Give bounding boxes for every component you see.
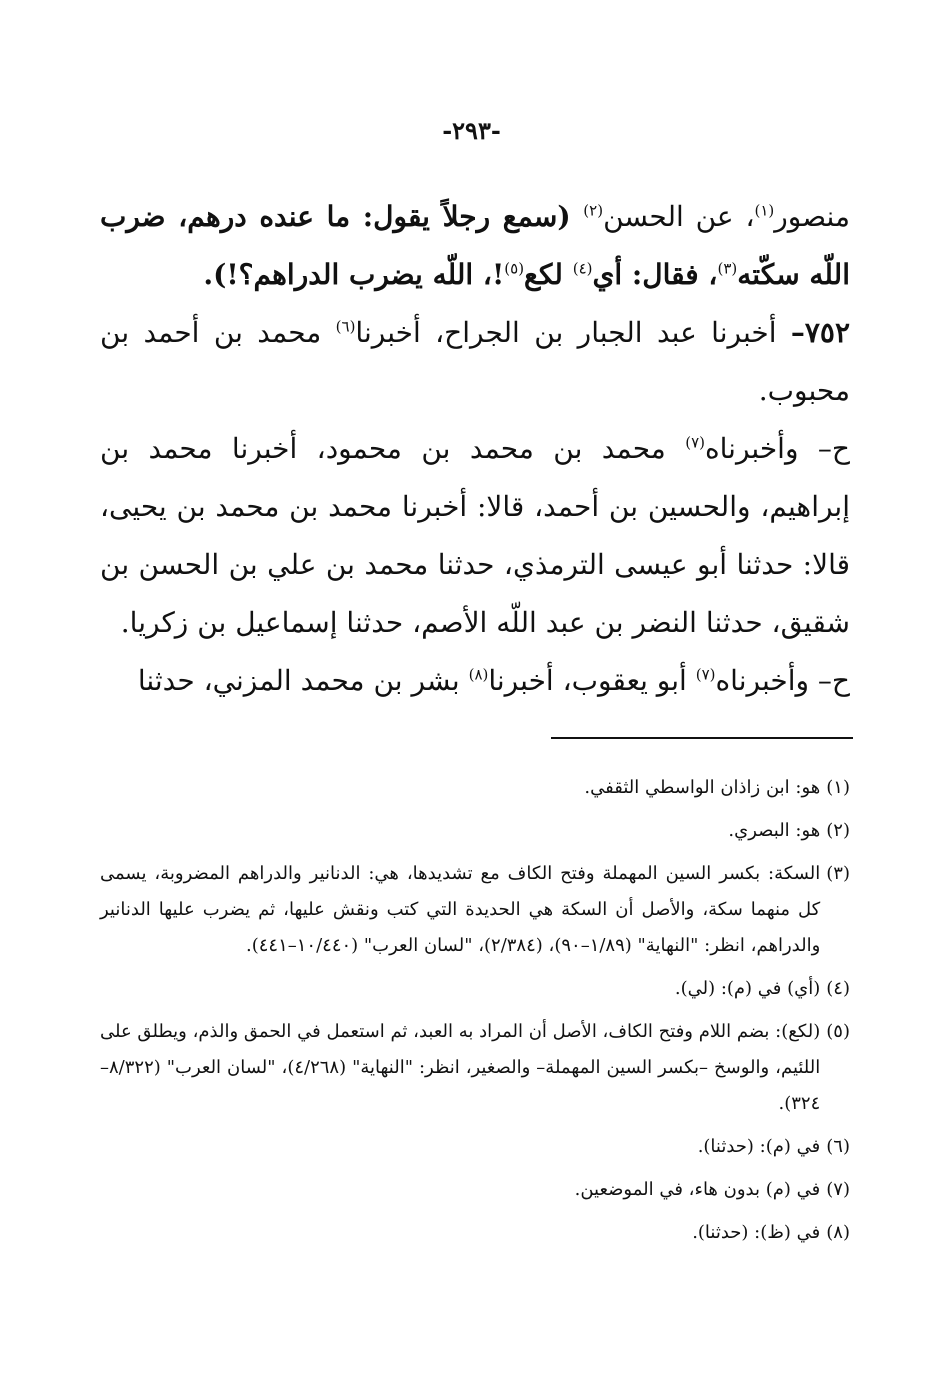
footnote-number: (٦)	[826, 1136, 850, 1157]
footnote-number: (٧)	[826, 1179, 850, 1200]
footnotes	[100, 770, 850, 1258]
text-span: ح– وأخبرناه	[715, 664, 850, 697]
footnote-item	[100, 1172, 850, 1208]
footnote-ref: (٥)	[504, 259, 525, 278]
footnote-text: السكة: بكسر السين المهملة وفتح الكاف مع تشديدها، هي: الدنانير والدراهم المضروبة، يسمى كل منهما سكة، والأصل أن السكة هي الحديدة التي كتب ونقش عليها، ثم يضرب عليها الدنانير والدراهم، انظر: "النهاية" (١/٨٩–٩٠)، (٢/٣٨٤)، "لسان العرب" (١٠/٤٤٠–٤٤١).	[100, 863, 821, 956]
footnote-number: (٥)	[826, 1021, 850, 1042]
footnote-number: (٨)	[826, 1222, 850, 1243]
footnote-number: (٣)	[826, 863, 850, 884]
footnote-number: (٢)	[826, 820, 850, 841]
footnote-ref: (٣)	[717, 259, 738, 278]
footnote-number: (٤)	[826, 978, 850, 999]
text-span: منصور	[774, 200, 850, 233]
footnote-ref: (٢)	[583, 201, 604, 220]
footnote-separator	[551, 737, 853, 739]
hadith-text: ، فقال: أي	[592, 258, 718, 291]
paragraph-chain-2	[100, 420, 850, 652]
text-span: أبو يعقوب، أخبرنا	[488, 664, 696, 697]
footnote-ref: (٤)	[572, 259, 593, 278]
footnote-text: (أي) في (م): (لي).	[674, 978, 821, 999]
footnote-ref: (١)	[754, 201, 775, 220]
text-span: محمد بن أحمد بن محبوب.	[100, 316, 850, 407]
text-span: ح– وأخبرناه	[704, 432, 850, 465]
footnote-number: (١)	[826, 777, 850, 798]
footnote-item	[100, 770, 850, 806]
page-number: -٢٩٣-	[442, 116, 501, 145]
main-text	[100, 188, 850, 710]
hadith-text: لكع	[524, 258, 573, 291]
paragraph-hadith-752	[100, 304, 850, 420]
footnote-ref: (٧)	[695, 665, 716, 684]
hadith-number: ٧٥٢–	[790, 316, 850, 349]
text-span: بشر بن محمد المزني، حدثنا	[137, 664, 469, 697]
footnote-item	[100, 856, 850, 964]
footnote-item	[100, 1014, 850, 1122]
footnote-item	[100, 1129, 850, 1165]
footnote-text: (لكع): بضم اللام وفتح الكاف، الأصل أن المراد به العبد، ثم استعمل في الحمق والذم، ويطلق على اللئيم، والوسخ –بكسر السين المهملة– والصغير، انظر: "النهاية" (٤/٢٦٨)، "لسان العرب" (٨/٣٢٢–٣٢٤).	[100, 1021, 821, 1114]
footnote-text: في (م): (حدثنا).	[697, 1136, 821, 1157]
footnote-item	[100, 813, 850, 849]
text-span: محمد بن محمد بن محمود، أخبرنا محمد بن إبراهيم، والحسين بن أحمد، قالا: أخبرنا محمد بن محمد بن يحيى، قالا: حدثنا أبو عيسى الترمذي، حدثنا محمد بن علي بن الحسن بن شقيق، حدثنا النضر بن عبد اللّه الأصم، حدثنا إسماعيل بن زكريا.	[100, 432, 850, 639]
hadith-text: !، اللّه يضرب الدراهم؟!).	[203, 258, 505, 291]
paragraph-chain-3	[100, 652, 850, 710]
footnote-ref: (٧)	[685, 433, 705, 452]
footnote-text: هو: البصري.	[728, 820, 821, 841]
paragraph-narration-end	[100, 188, 850, 304]
footnote-item	[100, 1215, 850, 1251]
footnote-text: هو: ابن زاذان الواسطي الثقفي.	[584, 777, 821, 798]
text-span: أخبرنا عبد الجبار بن الجراح، أخبرنا	[355, 316, 791, 349]
footnote-ref: (٨)	[468, 665, 489, 684]
footnote-text: في (م) بدون هاء، في الموضعين.	[574, 1179, 821, 1200]
footnote-item	[100, 971, 850, 1007]
footnote-ref: (٦)	[335, 317, 356, 336]
footnote-text: في (ظ): (حدثنا).	[692, 1222, 821, 1243]
text-span: ، عن الحسن	[603, 200, 755, 233]
hadith-text: (سمع رجلاً يقول: ما عنده درهم، ضرب اللّه سكّته	[100, 200, 850, 291]
